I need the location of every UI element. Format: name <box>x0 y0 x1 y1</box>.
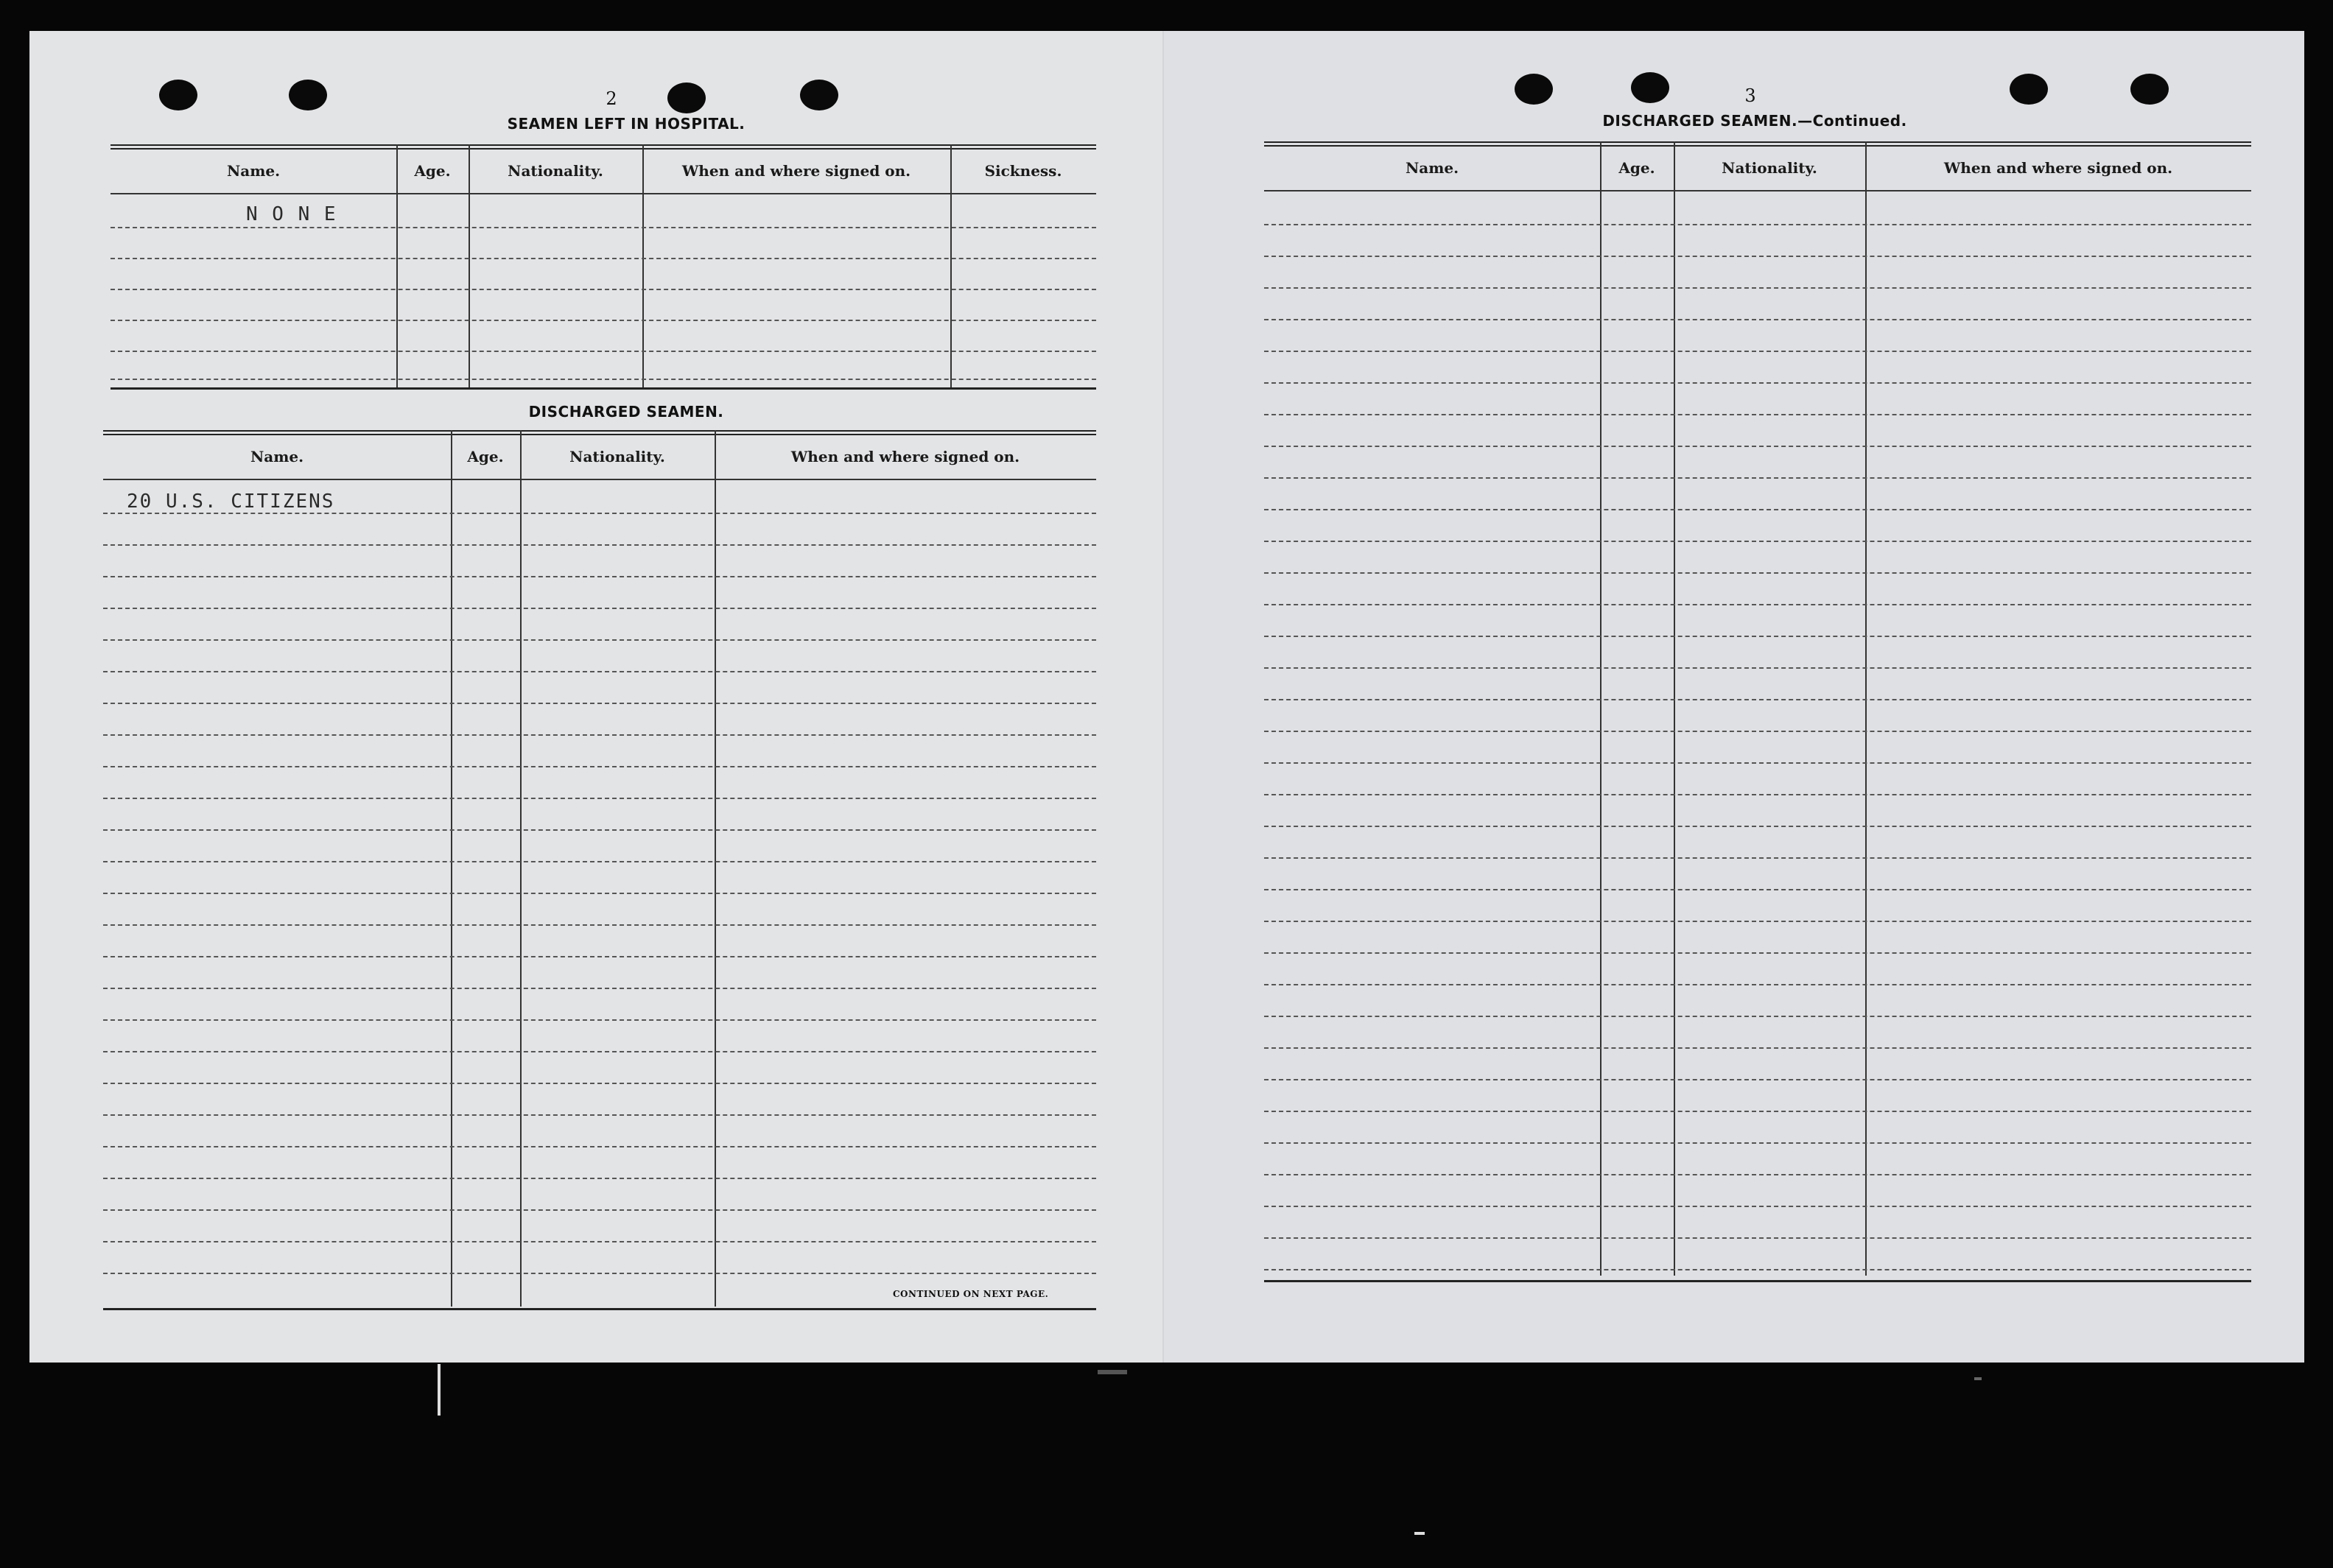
left-page <box>29 31 1164 1363</box>
row-rule <box>103 1241 1096 1242</box>
punch-hole <box>800 80 838 110</box>
punch-hole <box>1515 74 1553 105</box>
column-header-signed-on: When and where signed on. <box>790 448 1020 465</box>
hospital-entry: N O N E <box>246 203 337 225</box>
column-header-signed-on: When and where signed on. <box>1943 159 2173 177</box>
row-rule <box>110 227 1096 228</box>
row-rule <box>110 379 1096 380</box>
row-rule <box>1264 604 2251 605</box>
column-header-nationality: Nationality. <box>1722 159 1817 177</box>
table-top-rule <box>110 144 1096 150</box>
row-rule <box>1264 351 2251 352</box>
page-number: 3 <box>1744 85 1756 106</box>
column-header-sickness: Sickness. <box>984 162 1062 180</box>
column-header-name: Name. <box>250 448 304 465</box>
row-rule <box>1264 952 2251 954</box>
header-rule <box>103 479 1096 480</box>
row-rule <box>1264 1079 2251 1080</box>
row-rule <box>103 798 1096 799</box>
column-divider <box>520 430 522 1307</box>
row-rule <box>103 734 1096 736</box>
row-rule <box>103 576 1096 577</box>
row-rule <box>1264 1269 2251 1270</box>
row-rule <box>1264 1111 2251 1112</box>
table-top-rule <box>1264 141 2251 147</box>
column-divider <box>451 430 452 1307</box>
right-page <box>1164 31 2304 1363</box>
punch-hole <box>159 80 197 110</box>
speck <box>438 1364 441 1416</box>
hospital-table <box>110 144 1096 427</box>
column-header-signed-on: When and where signed on. <box>681 162 911 180</box>
row-rule <box>110 258 1096 259</box>
row-rule <box>1264 826 2251 827</box>
column-divider <box>1674 141 1675 1276</box>
row-rule <box>110 351 1096 352</box>
column-divider <box>715 430 716 1307</box>
row-rule <box>103 1083 1096 1084</box>
row-rule <box>1264 319 2251 320</box>
row-rule <box>1264 1237 2251 1239</box>
row-rule <box>1264 287 2251 289</box>
row-rule <box>1264 414 2251 415</box>
punch-hole <box>2010 74 2048 105</box>
continued-footer: CONTINUED ON NEXT PAGE. <box>893 1289 1049 1299</box>
column-header-nationality: Nationality. <box>508 162 603 180</box>
row-rule <box>1264 1206 2251 1207</box>
hospital-section-title: SEAMEN LEFT IN HOSPITAL. <box>507 115 745 133</box>
row-rule <box>1264 667 2251 669</box>
row-rule <box>1264 1174 2251 1175</box>
row-rule <box>1264 794 2251 795</box>
table-bottom-rule <box>103 1308 1096 1310</box>
row-rule <box>1264 446 2251 447</box>
table-top-rule <box>103 430 1096 435</box>
row-rule <box>1264 857 2251 859</box>
row-rule <box>1264 1142 2251 1144</box>
row-rule <box>103 608 1096 609</box>
column-header-name: Name. <box>226 162 281 180</box>
ledger-sheet <box>29 31 2304 1363</box>
punch-hole <box>2130 74 2169 105</box>
row-rule <box>1264 889 2251 890</box>
row-rule <box>1264 572 2251 574</box>
row-rule <box>103 639 1096 641</box>
row-rule <box>103 861 1096 862</box>
punch-hole <box>1631 72 1669 103</box>
header-rule <box>110 193 1096 194</box>
row-rule <box>103 829 1096 831</box>
speck <box>1974 1377 1982 1380</box>
discharged-section-title: DISCHARGED SEAMEN. <box>528 403 724 421</box>
page-number: 2 <box>606 88 617 109</box>
row-rule <box>103 544 1096 546</box>
speck <box>1098 1370 1127 1374</box>
header-rule <box>1264 190 2251 191</box>
row-rule <box>103 1273 1096 1274</box>
row-rule <box>1264 699 2251 700</box>
row-rule <box>103 956 1096 957</box>
row-rule <box>103 893 1096 894</box>
column-divider <box>1600 141 1601 1276</box>
row-rule <box>1264 256 2251 257</box>
discharged-continued-table <box>1264 141 2251 1320</box>
row-rule <box>103 1178 1096 1179</box>
row-rule <box>103 703 1096 704</box>
row-rule <box>1264 509 2251 510</box>
row-rule <box>103 1019 1096 1021</box>
column-header-age: Age. <box>467 448 504 465</box>
punch-hole <box>289 80 327 110</box>
column-divider <box>1865 141 1867 1276</box>
row-rule <box>103 988 1096 989</box>
row-rule <box>103 513 1096 514</box>
discharged-table <box>103 430 1096 1314</box>
row-rule <box>103 924 1096 926</box>
row-rule <box>103 671 1096 672</box>
table-bottom-rule <box>110 387 1096 390</box>
row-rule <box>103 1051 1096 1052</box>
table-bottom-rule <box>1264 1280 2251 1282</box>
punch-hole <box>667 82 706 113</box>
row-rule <box>1264 984 2251 985</box>
row-rule <box>1264 921 2251 922</box>
column-header-age: Age. <box>414 162 451 180</box>
speck <box>1414 1532 1425 1535</box>
row-rule <box>1264 731 2251 732</box>
row-rule <box>1264 1047 2251 1049</box>
row-rule <box>103 766 1096 767</box>
row-rule <box>103 1146 1096 1147</box>
discharged-entry: 20 U.S. CITIZENS <box>127 491 335 513</box>
column-header-nationality: Nationality. <box>569 448 665 465</box>
column-header-name: Name. <box>1405 159 1459 177</box>
row-rule <box>1264 636 2251 637</box>
discharged-continued-title: DISCHARGED SEAMEN.—Continued. <box>1602 112 1907 130</box>
row-rule <box>1264 382 2251 384</box>
row-rule <box>1264 477 2251 479</box>
row-rule <box>103 1209 1096 1211</box>
row-rule <box>1264 541 2251 542</box>
row-rule <box>1264 224 2251 225</box>
row-rule <box>1264 762 2251 764</box>
column-header-age: Age. <box>1618 159 1655 177</box>
row-rule <box>103 1114 1096 1116</box>
row-rule <box>1264 1016 2251 1017</box>
row-rule <box>110 320 1096 321</box>
row-rule <box>110 289 1096 290</box>
